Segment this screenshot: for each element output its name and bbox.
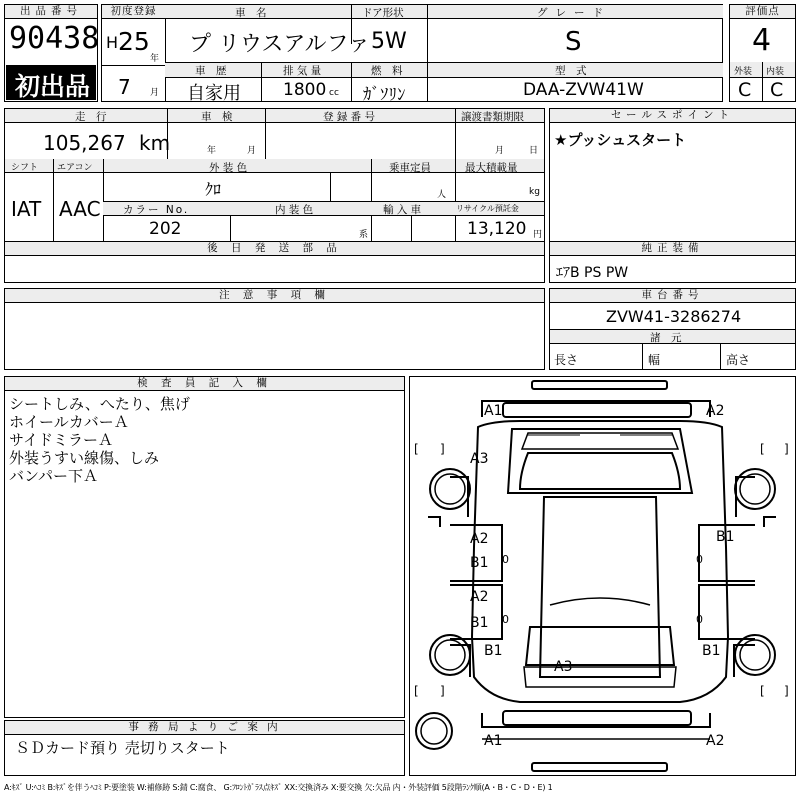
int-color-label: 内 装 色 [275, 204, 314, 216]
car-name-label: 車 名 [235, 7, 267, 19]
inspector-line-3: サイドミラーＡ [9, 431, 113, 449]
mark-front-left: A1 [484, 403, 503, 419]
year-unit: 年 [150, 54, 160, 64]
later-parts-box [4, 241, 545, 283]
mark-left-front-door-1: A2 [470, 531, 489, 547]
damage-diagram [410, 377, 795, 775]
right-front-fender [736, 477, 755, 517]
history: 自家用 [187, 83, 241, 104]
mark-left-rear-door-1: A2 [470, 589, 489, 605]
mark-small-1: 0 [502, 553, 509, 566]
color-no: 202 [149, 219, 182, 239]
damage-diagram-box [409, 376, 796, 776]
later-parts-label: 後 日 発 送 部 品 [5, 242, 544, 256]
left-mirror [428, 517, 440, 527]
inspection-year-unit: 年 [207, 146, 217, 156]
right-mirror [764, 517, 776, 527]
inspector-line-1: シートしみ、へたり、焦げ [9, 395, 190, 413]
fuel: ｶﾞｿﾘﾝ [363, 85, 406, 105]
first-reg-box [101, 4, 166, 102]
recycle-unit: 円 [533, 230, 543, 240]
front-bumper-top [532, 381, 667, 389]
bracket-r-2b: ] [784, 684, 789, 698]
ext-color-label: 外 装 色 [209, 162, 248, 174]
era: H [106, 33, 119, 52]
shift: IAT [11, 197, 42, 221]
mark-rear-right: A2 [706, 733, 725, 749]
bracket-l-1a: [ [414, 442, 419, 456]
mark-small-2: 0 [696, 553, 703, 566]
capacity-unit: 人 [437, 190, 447, 200]
bracket-l-1b: ] [440, 442, 445, 456]
load-label: 最大積載量 [465, 162, 518, 174]
office-box [4, 720, 405, 776]
footer-legend: A:ｷｽﾞ U:ﾍｺﾐ B:ｷｽﾞを伴うﾍｺﾐ P:要塗装 W:補修跡 S:錆 C:腐食、 G:ﾌﾛﾝﾄｶﾞﾗｽ点ｷｽﾞ XX:交換済み X:要交換 欠:欠品 内・外装評価 5段階ﾗﾝｸ順(A・B・C・D・E) 1 [4, 783, 553, 792]
ext-color: ｸﾛ [205, 180, 222, 199]
inspector-label: 検 査 員 記 入 欄 [5, 377, 404, 391]
model: DAA-ZVW41W [523, 80, 644, 100]
first-reg-year: 25 [118, 27, 150, 56]
interior-label: 内装 [766, 67, 785, 77]
front-left-wheel [430, 469, 470, 509]
equipment-text: ｴｱB PS PW [556, 265, 629, 281]
exterior-label: 外装 [734, 67, 753, 77]
mark-rear-left: A1 [484, 733, 503, 749]
notes-box [4, 288, 545, 370]
load-unit: kg [529, 187, 540, 197]
car-name: プ リウスアルファ [189, 32, 371, 57]
history-label: 車 歴 [195, 65, 227, 77]
color-no-label: カラー No. [123, 204, 190, 216]
lot-number-box [4, 4, 98, 102]
fuel-label: 燃 料 [371, 65, 403, 77]
capacity-label: 乗車定員 [389, 162, 431, 174]
chassis-number: ZVW41-3286274 [606, 307, 742, 326]
chassis-box [549, 288, 796, 370]
first-reg-month: 7 [118, 75, 131, 99]
ac-label: エアコン [57, 163, 93, 173]
model-label: 型 式 [555, 65, 587, 77]
displacement-unit: cc [329, 88, 339, 98]
mileage-unit: km [139, 131, 171, 155]
mark-front-right: A2 [706, 403, 725, 419]
mark-small-3: 0 [502, 613, 509, 626]
bracket-l-2b: ] [440, 684, 445, 698]
door-label: ドア形状 [362, 7, 404, 19]
door-type: 5W [371, 29, 407, 54]
specs-label: 諸 元 [650, 332, 682, 344]
windshield [520, 453, 680, 489]
mileage-label: 走 行 [75, 111, 107, 123]
shift-label: シフト [11, 163, 39, 173]
mark-small-4: 0 [696, 613, 703, 626]
office-label: 事 務 局 よ り ご 案 内 [5, 721, 404, 735]
score-label: 評価点 [730, 5, 795, 19]
bracket-l-2a: [ [414, 684, 419, 698]
mark-hood: A3 [470, 451, 489, 467]
exterior-score: C [738, 79, 752, 101]
grade: S [565, 27, 582, 57]
chassis-label: 車台番号 [550, 289, 795, 303]
interior-score: C [770, 79, 784, 101]
displacement: 1800 [283, 80, 327, 100]
roof [540, 497, 660, 677]
mileage: 105,267 [43, 131, 126, 155]
inspector-line-5: バンパー下Ａ [9, 467, 98, 485]
mark-left-rear-fender: B1 [484, 643, 503, 659]
transfer-label: 譲渡書類期限 [461, 111, 524, 123]
recycle-label: リサイクル預託金 [456, 204, 519, 213]
length-label: 長さ [554, 353, 579, 367]
score: 4 [752, 23, 772, 58]
grade-label: グレード [537, 7, 611, 19]
first-reg-label: 初度登録 [102, 5, 165, 19]
ac: AAC [59, 197, 101, 221]
mark-right-front-door: B1 [716, 529, 735, 545]
sales-point-box [549, 108, 796, 242]
left-front-fender [450, 477, 468, 517]
transfer-day-unit: 日 [529, 146, 539, 156]
inspector-line-4: 外装うすい線傷、しみ [9, 449, 160, 467]
height-label: 高さ [726, 353, 751, 367]
rear-window [526, 627, 674, 665]
notes-label: 注 意 事 項 欄 [5, 289, 544, 303]
equipment-label: 純正装備 [550, 242, 795, 256]
bracket-r-1b: ] [784, 442, 789, 456]
width-label: 幅 [648, 353, 661, 367]
bracket-r-1a: [ [760, 442, 765, 456]
hood [508, 429, 692, 493]
mark-left-rear-door-2: B1 [470, 615, 489, 631]
car-info-box [165, 4, 723, 105]
bracket-r-2a: [ [760, 684, 765, 698]
info-table [4, 108, 545, 242]
score-box [729, 4, 796, 102]
displacement-label: 排 気 量 [283, 65, 322, 77]
rear-right-wheel [735, 635, 775, 675]
inspection-month-unit: 月 [247, 146, 257, 156]
int-color-unit: 系 [359, 230, 369, 240]
office-text: ＳＤカード預り 売切りスタート [15, 739, 230, 757]
first-listing-text: 初出品 [15, 72, 91, 101]
equipment-box [549, 241, 796, 283]
sales-point-label: セールスポイント [550, 109, 795, 123]
transfer-month-unit: 月 [495, 146, 505, 156]
mark-trunk: A3 [554, 659, 573, 675]
front-right-wheel [735, 469, 775, 509]
import-label: 輸 入 車 [383, 204, 422, 216]
reg-no-label: 登 録 番 号 [323, 111, 376, 123]
rear-left-wheel [430, 635, 470, 675]
recycle: 13,120 [467, 219, 527, 239]
rear-bumper-bottom [532, 763, 667, 771]
sales-point-text: ★プッシュスタート [554, 131, 687, 149]
mark-left-front-door-2: B1 [470, 555, 489, 571]
inspection-label: 車 検 [201, 111, 233, 123]
lot-number: 90438 [9, 21, 100, 56]
inspector-line-2: ホイールカバーＡ [9, 413, 129, 431]
inspector-box [4, 376, 405, 718]
lot-number-label: 出品番号 [5, 5, 97, 19]
mark-right-rear-fender: B1 [702, 643, 721, 659]
month-unit: 月 [150, 88, 160, 98]
